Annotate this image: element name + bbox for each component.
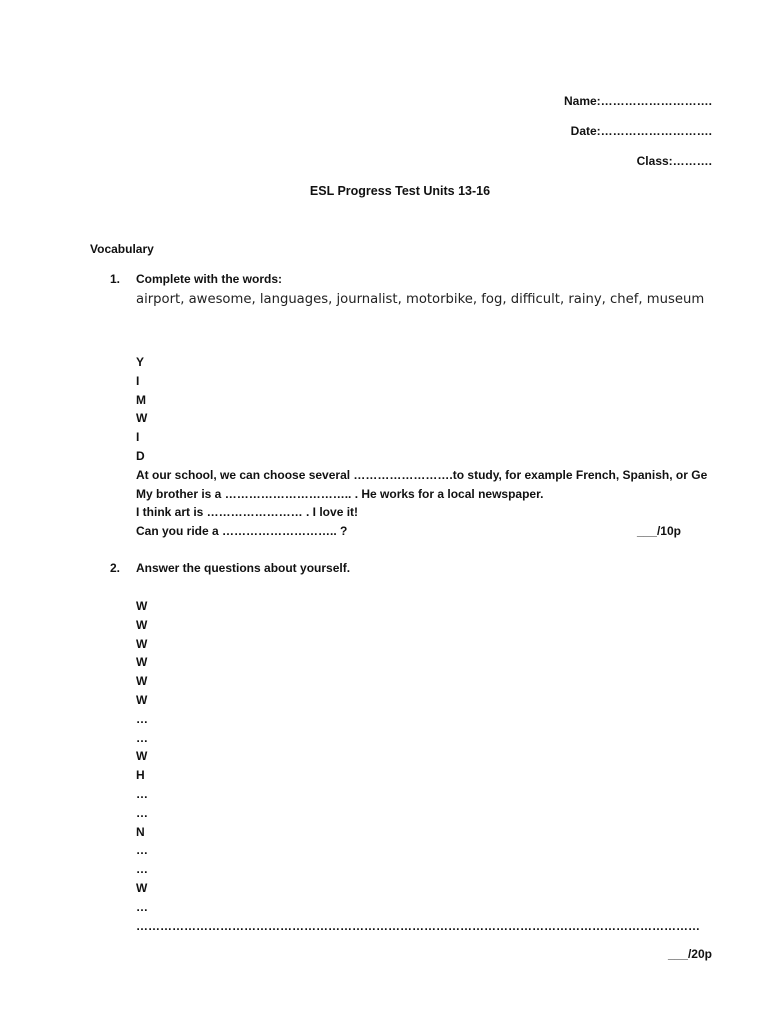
question-line: W [136,674,148,689]
question-line: W [136,880,148,895]
sentence: D [136,448,145,463]
answer-line[interactable]: … [136,805,148,820]
answer-line[interactable]: … [136,899,148,914]
answer-line[interactable]: … [136,843,148,858]
question-2-prompt: Answer the questions about yourself. [136,561,351,575]
page-title: ESL Progress Test Units 13-16 [309,184,491,198]
question-2-lines [136,597,700,935]
answer-line[interactable]: … [136,786,148,801]
question-line: W [136,749,148,764]
answer-line[interactable]: … [136,730,148,745]
question-1-number: 1. [110,272,121,286]
question-line: N [136,824,145,839]
sentence: W [136,411,148,426]
date-field[interactable]: Date:………………………. [570,124,712,138]
question-2-number: 2. [110,561,121,575]
class-field[interactable]: Class:………. [636,154,712,168]
sentence: Can you ride a ……………………….. ? [136,524,348,539]
question-1-sentences [136,353,707,541]
question-1-prompt: Complete with the words: [136,272,283,286]
question-line: W [136,617,148,632]
question-line: W [136,599,148,613]
sentence: At our school, we can choose several …………………….to study, for example French, Spanish, or Ge [136,467,708,482]
sentence: M [136,392,146,407]
question-line: W [136,692,148,707]
question-line: W [136,655,148,670]
answer-line[interactable]: … [136,711,148,726]
question-1-score: ___/10p [636,524,681,538]
name-field[interactable]: Name:………………………. [563,94,712,108]
sentence: Y [136,355,145,369]
sentence: I [136,430,140,445]
question-2-score: ___/20p [667,947,712,961]
word-bank: airport, awesome, languages, journalist, motorbike, fog, difficult, rainy, chef, museum [136,292,705,307]
sentence: I think art is …………………… . I love it! [136,505,359,520]
question-line: H [136,768,145,783]
question-line: W [136,636,148,651]
section-heading: Vocabulary [90,242,154,256]
sentence: I [136,373,140,388]
answer-line[interactable]: … [136,862,148,877]
sentence: My brother is a ………………………….. . He works for a local newspaper. [136,486,544,501]
answer-line[interactable]: …………………………………………………………………………………………………………………………… [136,918,700,933]
